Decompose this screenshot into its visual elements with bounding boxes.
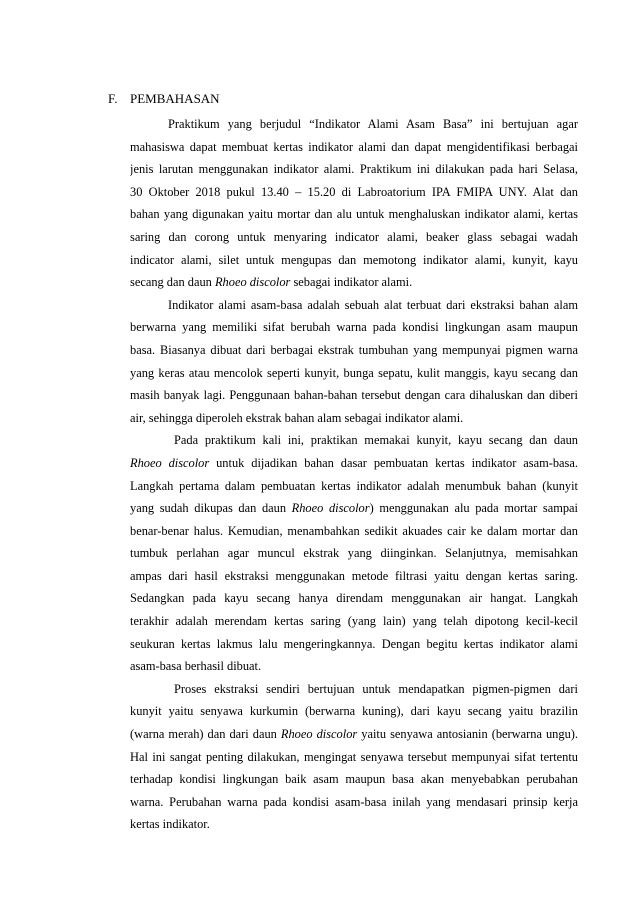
paragraph-2-line: basa. Biasanya dibuat dari berbagai ekstrak tumbuhan yang mempunyai pigmen warna <box>130 342 578 357</box>
paragraph-1-line: mahasiswa dapat membuat kertas indikator alami dan dapat mengidentifikasi berbagai <box>130 139 578 154</box>
species-name: Rhoeo discolor <box>280 727 358 742</box>
paragraph-1-line: indicator alami, silet untuk mengupas dan memotong indikator alami, kunyit, kayu <box>130 252 578 267</box>
paragraph-2-line: masih banyak lagi. Penggunaan bahan-bahan tersebut dengan cara dihaluskan dan diberi <box>130 388 578 403</box>
paragraph-1-line: 30 Oktober 2018 pukul 13.40 – 15.20 di Labroatorium IPA FMIPA UNY. Alat dan <box>130 184 578 199</box>
paragraph-4-line: kertas indikator. <box>130 817 210 832</box>
section-heading <box>108 91 220 107</box>
paragraph-4-line: Hal ini sangat penting dilakukan, mengingat senyawa tersebut mempunyai sifat tertentu <box>130 749 578 764</box>
paragraph-1-line: Praktikum yang berjudul “Indikator Alami Asam Basa” ini bertujuan agar <box>168 117 578 131</box>
paragraph-3-line: Pada praktikum kali ini, praktikan memakai kunyit, kayu secang dan daun <box>174 433 578 448</box>
paragraph-1-line: bahan yang digunakan yaitu mortar dan alu untuk menghaluskan indikator alami, kertas <box>130 207 578 222</box>
paragraph-2-line: Indikator alami asam-basa adalah sebuah alat terbuat dari ekstraksi bahan alam <box>168 297 578 312</box>
species-name: Rhoeo discolor <box>291 501 370 516</box>
paragraph-4-line: Proses ekstraksi sendiri bertujuan untuk mendapatkan pigmen-pigmen dari <box>174 681 578 696</box>
paragraph-3-line: benar-benar halus. Kemudian, menambahkan sedikit akuades cair ke dalam mortar dan <box>130 523 578 538</box>
paragraph-3-line: terakhir adalah merendam kertas saring (yang lain) yang telah dipotong kecil-kecil <box>130 614 578 629</box>
paragraph-2-line: yang keras atau mencolok seperti kunyit, bunga sepatu, kulit manggis, kayu secang dan <box>130 365 578 380</box>
paragraph-3-line: seukuran kertas lakmus lalu mengeringkannya. Dengan begitu kertas indikator alami <box>130 636 578 651</box>
section-title: PEMBAHASAN <box>130 91 220 106</box>
species-name: Rhoeo discolor <box>214 275 291 290</box>
paragraph-3-line: ampas dari hasil ekstraksi menggunakan metode filtrasi yaitu dengan kertas saring. <box>130 568 578 583</box>
paragraph-3-line: Sedangkan pada kayu secang hanya direndam menggunakan air hangat. Langkah <box>130 591 578 606</box>
paragraph-2-line: air, sehingga diperoleh ekstrak bahan alam sebagai indikator alami. <box>130 410 464 425</box>
paragraph-3-line: yang sudah dikupas dan daun Rhoeo discolor) menggunakan alu pada mortar sampai <box>130 501 578 516</box>
paragraph-4-line: warna. Perubahan warna pada kondisi asam-basa inilah yang mendasari prinsip kerja <box>130 794 578 809</box>
section-number: F. <box>108 91 118 106</box>
paragraph-3-line: asam-basa berhasil dibuat. <box>130 659 262 674</box>
paragraph-1-line: jenis larutan menggunakan indikator alami. Praktikum ini dilakukan pada hari Selasa, <box>130 162 578 177</box>
paragraph-3-line: tumbuk perlahan agar muncul ekstrak yang diinginkan. Selanjutnya, memisahkan <box>130 546 578 561</box>
paragraph-1-line: secang dan daun Rhoeo discolor sebagai indikator alami. <box>130 275 413 290</box>
paragraph-3-line: Rhoeo discolor untuk dijadikan bahan dasar pembuatan kertas indikator asam-basa. <box>130 455 578 470</box>
paragraph-1-line: saring dan corong untuk menyaring indicator alami, beaker glass sebagai wadah <box>130 229 578 244</box>
paragraph-3-line: Langkah pertama dalam pembuatan kertas indikator adalah menumbuk bahan (kunyit <box>130 478 578 493</box>
paragraph-4-line: terhadap kondisi lingkungan baik asam maupun basa akan menyebabkan perubahan <box>130 772 578 787</box>
paragraph-4-line: (warna merah) dan dari daun Rhoeo discolor yaitu senyawa antosianin (berwarna ungu). <box>130 727 578 742</box>
species-name: Rhoeo discolor <box>130 455 210 470</box>
section-body <box>130 113 578 836</box>
paragraph-2-line: berwarna yang memiliki sifat berubah warna pada kondisi lingkungan asam maupun <box>130 320 578 335</box>
paragraph-4-line: kunyit yaitu senyawa kurkumin (berwarna kuning), dari kayu secang yaitu brazilin <box>130 704 578 719</box>
